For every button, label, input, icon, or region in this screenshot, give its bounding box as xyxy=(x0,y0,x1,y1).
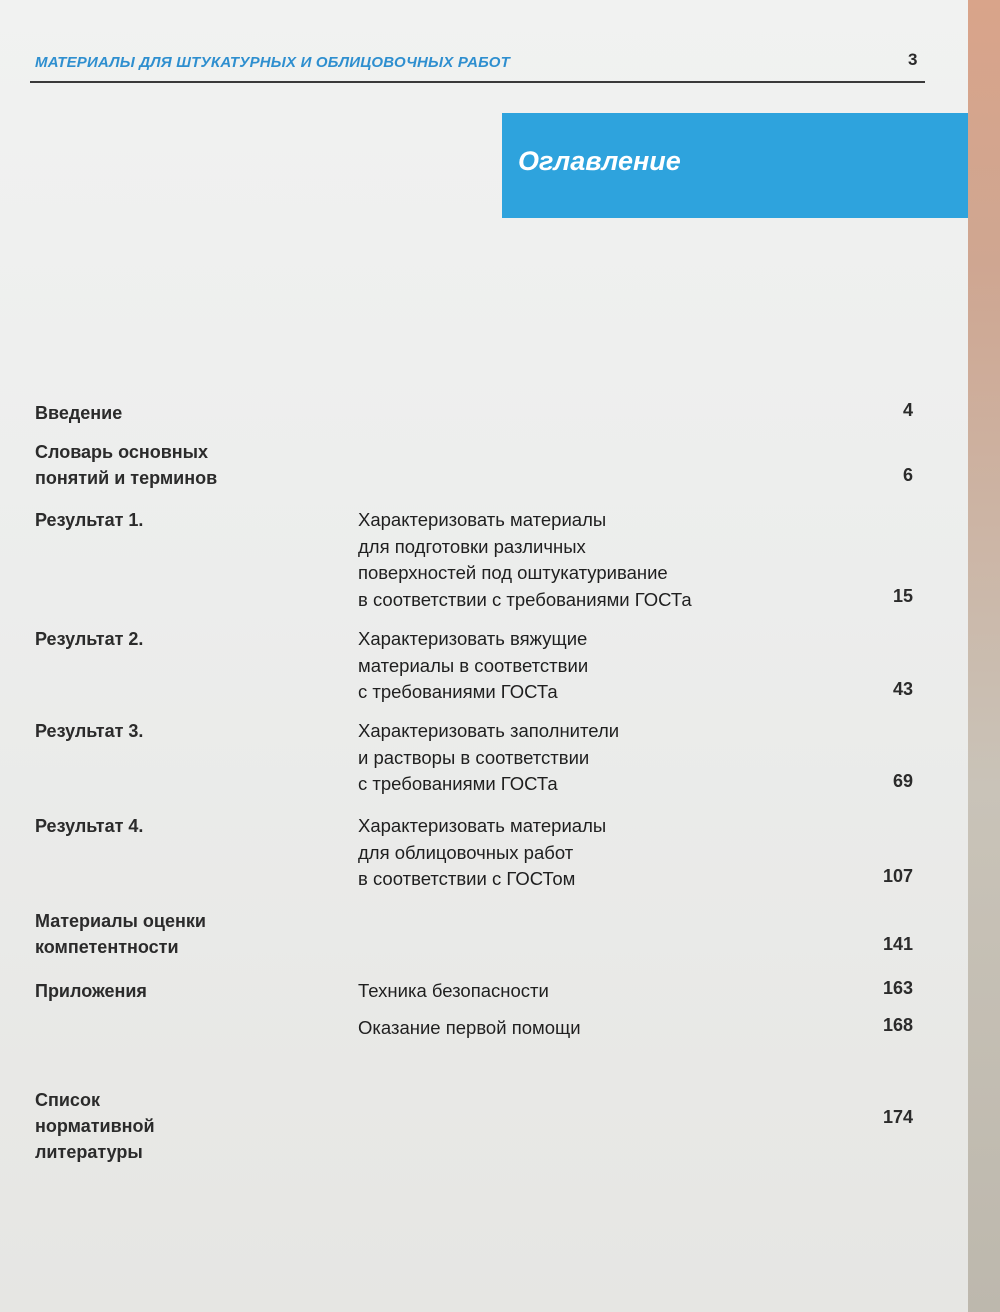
entry-label: Результат 1. xyxy=(35,510,144,530)
entry-label: Приложения xyxy=(35,981,147,1001)
entry-description: Характеризовать заполнители и растворы в соответствии с требованиями ГОСТа xyxy=(358,720,620,794)
background-surface xyxy=(968,0,1000,1312)
entry-description: Характеризовать материалы для подготовки различных поверхностей под оштукатуривание в соответствии с требованиями ГОСТа xyxy=(358,509,692,610)
entry-label: Результат 4. xyxy=(35,816,144,836)
entry-label: Результат 3. xyxy=(35,721,144,741)
entry-page-number: 107 xyxy=(882,866,913,886)
entry-description: Характеризовать материалы для облицовочных работ в соответствии с ГОСТом xyxy=(358,815,607,889)
entry-page-number: 43 xyxy=(892,679,913,699)
entry-page-number: 4 xyxy=(902,400,913,420)
toc-banner xyxy=(502,113,968,218)
entry-page-number: 6 xyxy=(902,465,913,485)
entry-label: Результат 2. xyxy=(35,629,144,649)
entry-page-number: 15 xyxy=(892,586,913,606)
entry-description: Характеризовать вяжущие материалы в соответствии с требованиями ГОСТа xyxy=(358,628,589,702)
header-rule xyxy=(30,81,925,83)
entry-page-number: 141 xyxy=(882,934,913,954)
entry-page-number: 163 xyxy=(882,978,913,998)
entry-label: Материалы оценки компетентности xyxy=(35,911,206,957)
page-number: 3 xyxy=(908,50,918,69)
entry-page-number: 69 xyxy=(892,771,913,791)
entry-page-number: 168 xyxy=(882,1015,913,1035)
entry-page-number: 174 xyxy=(882,1107,913,1127)
running-title: МАТЕРИАЛЫ ДЛЯ ШТУКАТУРНЫХ И ОБЛИЦОВОЧНЫХ РАБОТ xyxy=(35,54,510,71)
entry-label: Список нормативной литературы xyxy=(35,1090,155,1162)
entry-label: Введение xyxy=(35,403,123,423)
entry-description: Техника безопасности xyxy=(358,980,549,1001)
entry-label: Словарь основных понятий и терминов xyxy=(35,442,218,488)
toc-title: Оглавление xyxy=(518,146,681,176)
entry-description: Оказание первой помощи xyxy=(358,1017,581,1038)
